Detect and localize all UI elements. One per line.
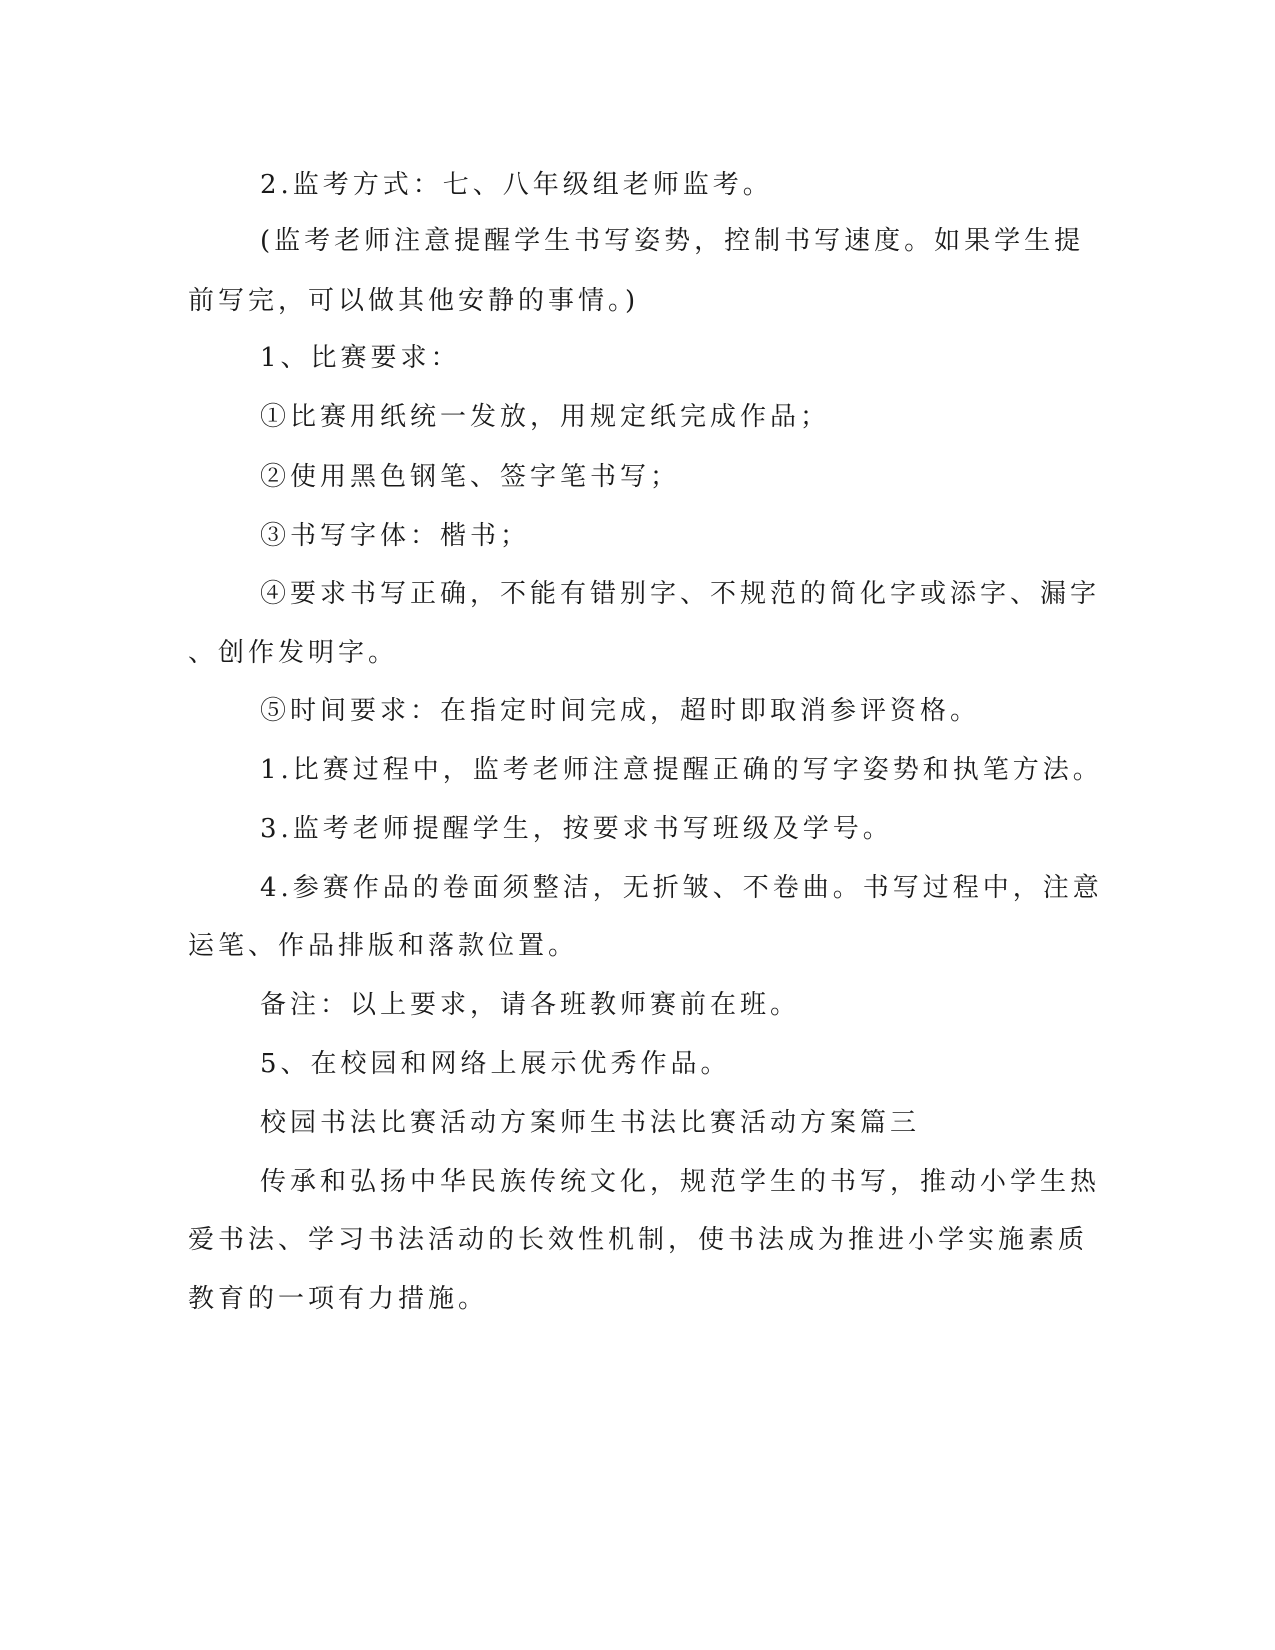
paragraph-line: 传承和弘扬中华民族传统文化，规范学生的书写，推动小学生热 — [260, 1167, 1101, 1197]
paragraph-line: 、创作发明字。 — [188, 638, 399, 668]
paragraph-line: 5、在校园和网络上展示优秀作品。 — [260, 1049, 731, 1079]
paragraph-line: 备注：以上要求，请各班教师赛前在班。 — [260, 990, 801, 1020]
list-item: ②使用黑色钢笔、签字笔书写； — [260, 462, 681, 492]
list-item: ④要求书写正确，不能有错别字、不规范的简化字或添字、漏字 — [260, 579, 1101, 609]
list-item: ⑤时间要求：在指定时间完成，超时即取消参评资格。 — [260, 696, 981, 726]
paragraph-line: 1.比赛过程中，监考老师注意提醒正确的写字姿势和执笔方法。 — [260, 755, 1103, 785]
paragraph-line: 3.监考老师提醒学生，按要求书写班级及学号。 — [260, 814, 893, 844]
paragraph-line: 运笔、作品排版和落款位置。 — [188, 931, 579, 961]
list-item: ③书写字体：楷书； — [260, 521, 531, 551]
paragraph-line: 4.参赛作品的卷面须整洁，无折皱、不卷曲。书写过程中，注意 — [260, 873, 1103, 903]
paragraph-line: (监考老师注意提醒学生书写姿势，控制书写速度。如果学生提 — [260, 226, 1085, 256]
paragraph-line: 教育的一项有力措施。 — [188, 1284, 489, 1314]
section-heading: 校园书法比赛活动方案师生书法比赛活动方案篇三 — [260, 1108, 921, 1138]
paragraph-line: 2.监考方式：七、八年级组老师监考。 — [260, 170, 773, 200]
list-item: ①比赛用纸统一发放，用规定纸完成作品； — [260, 402, 831, 432]
paragraph-line: 1、比赛要求： — [260, 343, 461, 373]
paragraph-line: 前写完，可以做其他安静的事情。) — [188, 286, 640, 316]
paragraph-line: 爱书法、学习书法活动的长效性机制，使书法成为推进小学实施素质 — [188, 1225, 1089, 1255]
